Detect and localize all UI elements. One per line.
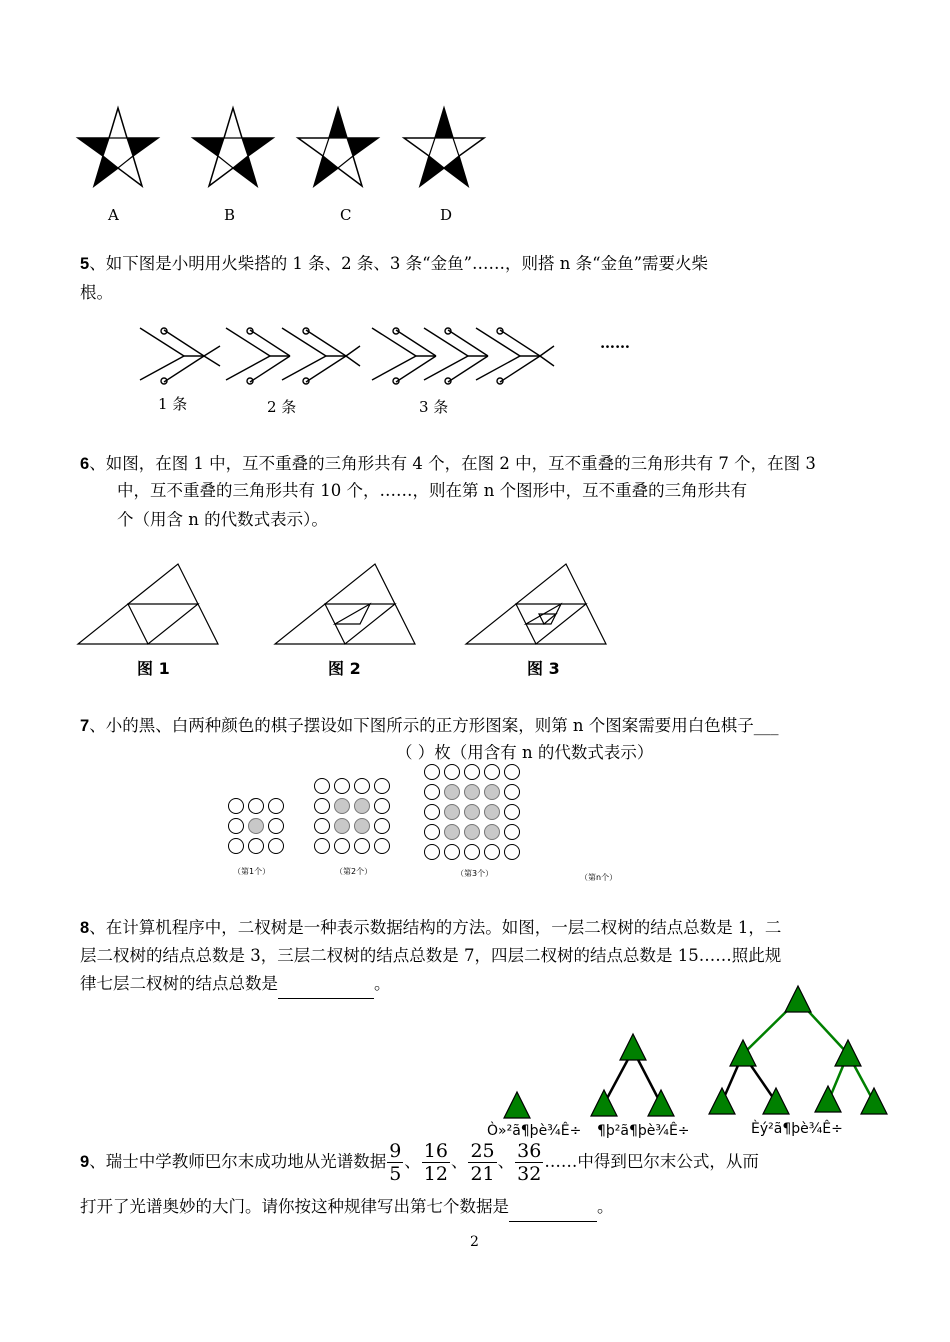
q9-number: 9 (80, 1153, 90, 1171)
q6-line2: 中，互不重叠的三角形共有 10 个，……，则在第 n 个图形中，互不重叠的三角形共有 (117, 481, 748, 500)
white-piece (505, 765, 520, 780)
white-piece (445, 765, 460, 780)
black-piece (485, 785, 500, 800)
white-piece (375, 799, 390, 814)
white-piece (269, 839, 284, 854)
triangle-fig-3 (466, 564, 606, 644)
q9-answer-blank[interactable] (509, 1192, 597, 1222)
fraction-4: $\frac{36}{32}$ (517, 1140, 542, 1185)
tree-node (861, 1088, 887, 1114)
q8-line2: 层二杈树的结点总数是 3，三层二杈树的结点总数是 7，四层二杈树的结点总数是 15……照此规 (80, 946, 782, 965)
goldfish-ellipsis: …… (600, 334, 630, 352)
white-piece (375, 779, 390, 794)
q7-chess-grids (0, 760, 950, 870)
white-piece (249, 799, 264, 814)
white-piece (335, 839, 350, 854)
white-piece (465, 845, 480, 860)
white-piece (425, 845, 440, 860)
q8-line3: 律七层二杈树的结点总数是 。 (80, 969, 391, 999)
q5-line2: 根。 (80, 283, 113, 302)
triangle-label-3: 图 3 (527, 659, 560, 678)
white-piece (505, 805, 520, 820)
white-piece (485, 765, 500, 780)
triangle-fig-1 (78, 564, 218, 644)
q8-number: 8 (80, 919, 90, 937)
star-a (78, 108, 158, 186)
tree-node (815, 1086, 841, 1112)
white-piece (229, 819, 244, 834)
option-d: D (440, 206, 453, 224)
white-piece (425, 825, 440, 840)
q6-line3: 个（用含 n 的代数式表示）。 (117, 510, 328, 529)
white-piece (355, 779, 370, 794)
q7-line1: 7、小的黑、白两种颜色的棋子摆设如下图所示的正方形图案，则第 n 个图案需要用白色棋子___ (80, 716, 779, 735)
q7-number: 7 (80, 717, 90, 735)
q5-number: 5 (80, 255, 90, 273)
tree-node (504, 1092, 530, 1118)
tree-node (709, 1088, 735, 1114)
white-piece (315, 799, 330, 814)
white-piece (269, 799, 284, 814)
q4-stars (0, 0, 950, 240)
white-piece (375, 819, 390, 834)
black-piece (445, 805, 460, 820)
goldfish-label-3: 3 条 (419, 398, 449, 416)
white-piece (425, 785, 440, 800)
star-d (404, 108, 484, 186)
white-piece (485, 845, 500, 860)
white-piece (425, 765, 440, 780)
tree-label-3: Èý²ã¶þè¾Ê÷ (751, 1121, 843, 1137)
white-piece (335, 779, 350, 794)
tree-node (785, 986, 811, 1012)
option-c: C (340, 206, 352, 224)
chess-label-2: （第2个） (335, 867, 373, 876)
option-b: B (224, 206, 236, 224)
black-piece (355, 799, 370, 814)
white-piece (445, 845, 460, 860)
white-piece (315, 839, 330, 854)
black-piece (485, 805, 500, 820)
fraction-2: $\frac{16}{12}$ (423, 1140, 448, 1185)
black-piece (445, 785, 460, 800)
white-piece (229, 839, 244, 854)
q9-line2: 打开了光谱奥妙的大门。请你按这种规律写出第七个数据是 。 (80, 1192, 614, 1222)
white-piece (315, 819, 330, 834)
black-piece (355, 819, 370, 834)
white-piece (505, 845, 520, 860)
black-piece (485, 825, 500, 840)
chess-grid-3 (425, 765, 520, 860)
tree-node (763, 1088, 789, 1114)
triangle-label-2: 图 2 (328, 659, 361, 678)
q5-goldfish-figure (0, 310, 950, 400)
star-b (193, 108, 273, 186)
goldfish-2 (226, 328, 360, 384)
black-piece (249, 819, 264, 834)
white-piece (249, 839, 264, 854)
tree-label-1: Ò»²ã¶þè¾Ê÷ (487, 1123, 582, 1139)
q6-triangles (0, 560, 950, 650)
q9-line1: 9、瑞士中学教师巴尔末成功地从光谱数据 $\frac{9}{5}$ 、 $\frac{16}{12}$ 、 $\frac{25}{21}$ 、 $\frac{36}{32}$ ……中得到巴尔末公式，从而 (80, 1140, 759, 1185)
q8-binary-trees (0, 980, 950, 1130)
tree-node (591, 1090, 617, 1116)
black-piece (335, 819, 350, 834)
q8-line1: 8、在计算机程序中，二杈树是一种表示数据结构的方法。如图，一层二杈树的结点总数是 1，二 (80, 918, 782, 937)
q6-line1: 6、如图，在图 1 中，互不重叠的三角形共有 4 个，在图 2 中，互不重叠的三角形共有 7 个，在图 3 (80, 454, 816, 473)
chess-grid-1 (229, 799, 284, 854)
triangle-label-1: 图 1 (137, 659, 170, 678)
goldfish-3 (372, 328, 554, 384)
q5-line1: 5、如下图是小明用火柴搭的 1 条、2 条、3 条“金鱼”……，则搭 n 条“金鱼”需要火柴 (80, 254, 709, 273)
white-piece (315, 779, 330, 794)
black-piece (465, 805, 480, 820)
tree-node (620, 1034, 646, 1060)
q7-line2: （ ）枚（用含有 n 的代数式表示） (396, 743, 654, 762)
tree-node (648, 1090, 674, 1116)
goldfish-label-2: 2 条 (267, 398, 297, 416)
black-piece (465, 785, 480, 800)
black-piece (445, 825, 460, 840)
fraction-1: $\frac{9}{5}$ (389, 1140, 402, 1185)
fraction-3: $\frac{25}{21}$ (470, 1140, 495, 1185)
white-piece (505, 785, 520, 800)
chess-label-1: （第1个） (233, 867, 271, 876)
q6-number: 6 (80, 455, 90, 473)
chess-label-3: （第3个） (456, 869, 494, 878)
star-c (298, 108, 378, 186)
triangle-fig-2 (275, 564, 415, 644)
chess-label-n: （第n个） (580, 873, 618, 882)
black-piece (335, 799, 350, 814)
white-piece (355, 839, 370, 854)
option-a: A (108, 206, 119, 224)
white-piece (375, 839, 390, 854)
white-piece (505, 825, 520, 840)
white-piece (269, 819, 284, 834)
white-piece (229, 799, 244, 814)
white-piece (425, 805, 440, 820)
black-piece (465, 825, 480, 840)
goldfish-label-1: 1 条 (158, 395, 188, 413)
white-piece (465, 765, 480, 780)
page-number: 2 (470, 1234, 479, 1250)
chess-grid-2 (315, 779, 390, 854)
goldfish-1 (140, 328, 220, 384)
tree-label-2: ¶þ²ã¶þè¾Ê÷ (597, 1123, 690, 1139)
